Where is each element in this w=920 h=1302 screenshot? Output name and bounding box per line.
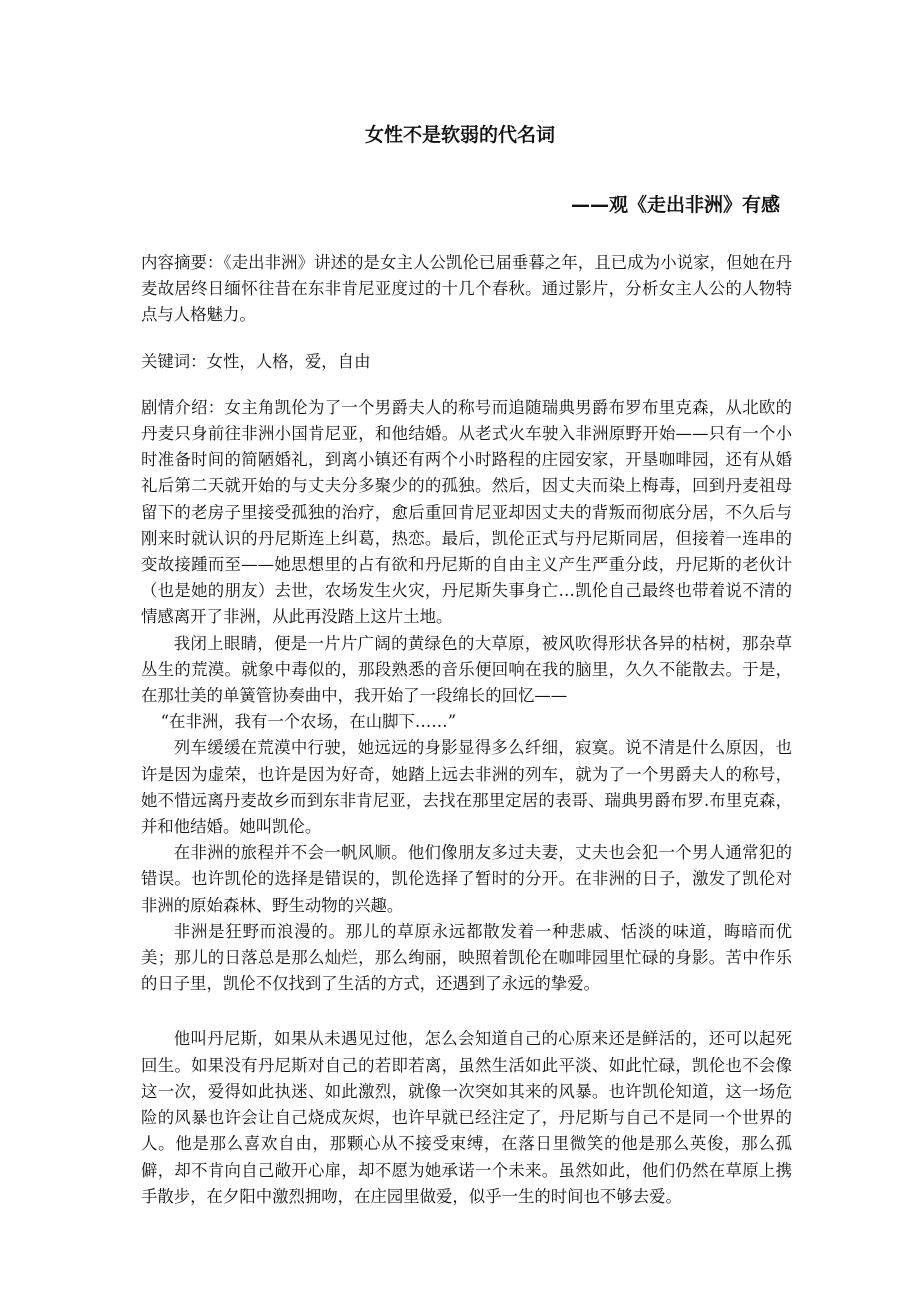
spacer <box>141 375 792 395</box>
body-paragraph: 他叫丹尼斯，如果从未遇见过他，怎么会知道自己的心原来还是鲜活的，还可以起死回生。如果没有丹尼斯对自己的若即若离，虽然生活如此平淡、如此忙碌，凯伦也不会像这一次，爱得如此执迷、如此激烈，就像一次突如其来的风暴。也许凯伦知道，这一场危险的风暴也许会让自己烧成灰烬，也许早就已经注定了，丹尼斯与自己不是同一个世界的人。他是那么喜欢自由，那颗心从不接受束缚，在落日里微笑的他是那么英俊，那么孤僻，却不肯向自己敞开心扉，却不愿为她承诺一个未来。虽然如此，他们仍然在草原上携手散步，在夕阳中激烈拥吻，在庄园里做爱，似乎一生的时间也不够去爱。 <box>141 1029 792 1206</box>
spacer <box>141 997 792 1026</box>
body-paragraph: 列车缓缓在荒漠中行驶，她远远的身影显得多么纤细，寂寞。说不清是什么原因，也许是因为虚荣，也许是因为好奇，她踏上远去非洲的列车，就为了一个男爵夫人的称号，她不惜远离丹麦故乡而到东非肯尼亚，去找在那里定居的表哥、瑞典男爵布罗.布里克森，并和他结婚。她叫凯伦。 <box>141 738 792 837</box>
document-subtitle: ——观《走出非洲》有感 <box>570 194 780 216</box>
keywords-paragraph: 关键词：女性，人格，爱，自由 <box>141 351 371 371</box>
document-body <box>141 250 792 1210</box>
plot-summary-paragraph: 剧情介绍：女主角凯伦为了一个男爵夫人的称号而追随瑞典男爵布罗布里克森，从北欧的丹麦只身前往非洲小国肯尼亚，和他结婚。从老式火车驶入非洲原野开始——只有一个小时准备时间的简陋婚礼，到离小镇还有两个小时路程的庄园安家，开垦咖啡园，还有从婚礼后第二天就开始的与丈夫分多聚少的的孤独。然后，因丈夫而染上梅毒，回到丹麦祖母留下的老房子里接受孤独的治疗，愈后重回肯尼亚却因丈夫的背叛而彻底分居，不久后与刚来时就认识的丹尼斯连上纠葛，热恋。最后，凯伦正式与丹尼斯同居，但接着一连串的变故接踵而至——她思想里的占有欲和丹尼斯的自由主义产生严重分歧，丹尼斯的老伙计（也是她的朋友）去世，农场发生火灾，丹尼斯失事身亡…凯伦自己最终也带着说不清的情感离开了非洲，从此再没踏上这片土地。 <box>141 397 792 627</box>
document-title: 女性不是软弱的代名词 <box>364 124 555 146</box>
abstract-paragraph: 内容摘要：《走出非洲》讲述的是女主人公凯伦已届垂暮之年，且已成为小说家，但她在丹麦故居终日缅怀往昔在东非肯尼亚度过的十几个春秋。通过影片，分析女主人公的人物特点与人格魅力。 <box>141 253 792 325</box>
body-paragraph: 我闭上眼睛，便是一片片广阔的黄绿色的大草原，被风吹得形状各异的枯树，那杂草丛生的荒漠。就象中毒似的，那段熟悉的音乐便回响在我的脑里，久久不能散去。于是，在那壮美的单簧管协奏曲中，我开始了一段绵长的回忆—— <box>141 633 792 706</box>
body-paragraph: 非洲是狂野而浪漫的。那儿的草原永远都散发着一种悲戚、恬淡的味道，晦暗而优美；那儿的日落总是那么灿烂，那么绚丽，映照着凯伦在咖啡园里忙碌的身影。苦中作乐的日子里，凯伦不仅找到了生活的方式，还遇到了永远的挚爱。 <box>141 921 792 994</box>
body-paragraph: 在非洲的旅程并不会一帆风顺。他们像朋友多过夫妻，丈夫也会犯一个男人通常犯的错误。也许凯伦的选择是错误的，凯伦选择了暂时的分开。在非洲的日子，激发了凯伦对非洲的原始森林、野生动物的兴趣。 <box>141 843 792 915</box>
quote-paragraph: “在非洲，我有一个农场，在山脚下……” <box>160 712 457 732</box>
spacer <box>141 329 792 349</box>
